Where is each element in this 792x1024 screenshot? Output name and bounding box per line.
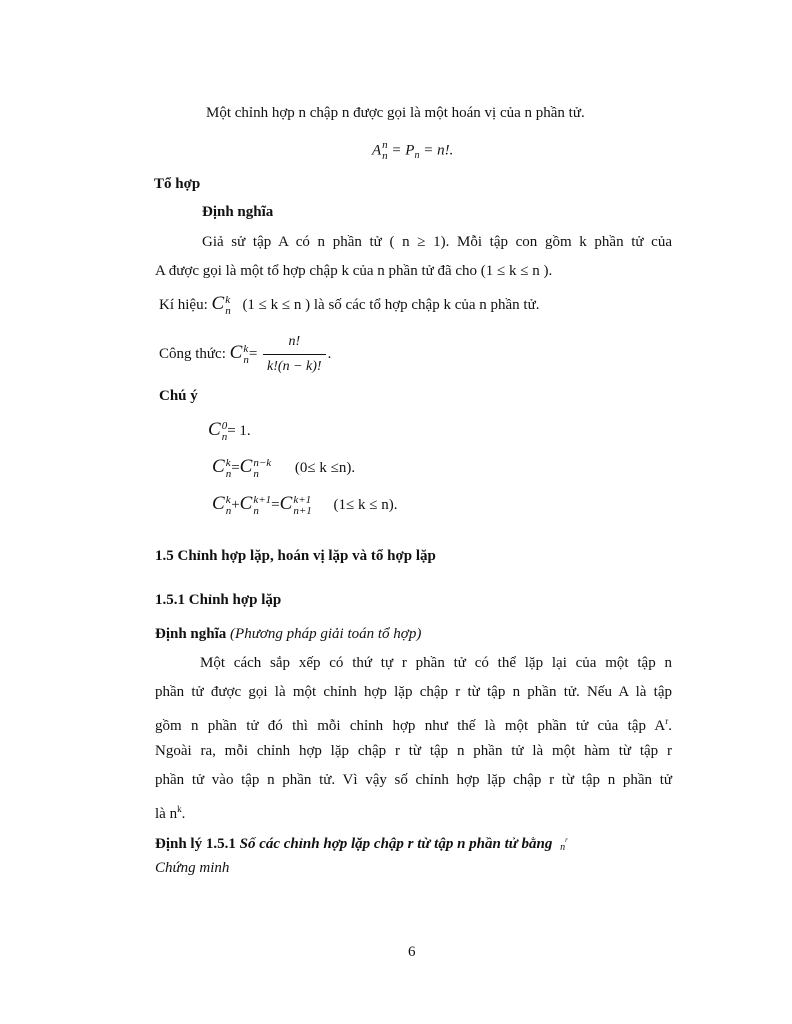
paragraph-line-6: là $n^k$. xyxy=(155,804,186,822)
note-formula-3: C k n +C k+1 n =C k+1 n+1 (1≤ k ≤ n). xyxy=(212,493,398,517)
paragraph-line-3: gồm n phần tử đó thì mỗi chỉnh hợp như thế là một phần tử của tập $A^r$. xyxy=(155,716,672,734)
formula-permutation: A n n = $P_n = n$!. xyxy=(372,139,454,162)
paragraph-line-1: Một cách sắp xếp có thứ tự r phần tử có thể lặp lại của một tập n xyxy=(200,655,672,671)
heading-dinh-nghia: Định nghĩa xyxy=(202,204,274,220)
fraction: $\frac{n!}{k!(n - k)!}$ xyxy=(263,332,326,377)
paragraph-line-5: phần tử vào tập n phần tử. Vì vậy số chỉnh hợp lặp chập r từ tập n phần tử xyxy=(155,772,672,788)
paragraph-tohop-2: A được gọi là một tổ hợp chập k của n phần tử đã cho (1 ≤ k ≤ n ). xyxy=(155,263,553,279)
paragraph-line-4: Ngoài ra, mỗi chỉnh hợp lặp chập r từ tập n phần tử là một hàm từ tập r xyxy=(155,743,672,759)
page-number: 6 xyxy=(408,944,416,960)
heading-to-hop: Tổ hợp xyxy=(154,176,201,192)
text-line-permutation: Một chỉnh hợp n chập n được gọi là một hoán vị của n phần tử. xyxy=(206,105,585,121)
note-formula-2: C k n =C n−k n (0≤ k ≤n). xyxy=(212,456,356,480)
paragraph-tohop-1: Giả sử tập A có n phần tử ( n ≥ 1). Mỗi tập con gồm k phần tử của xyxy=(202,234,672,250)
section-heading-1-5-1: 1.5.1 Chỉnh hợp lặp xyxy=(155,592,282,608)
note-formula-1: C 0 n = 1. xyxy=(208,419,251,443)
notation-line: Kí hiệu: C k n (1 ≤ k ≤ n ) là số các tổ hợp chập k của n phần tử. xyxy=(159,293,540,317)
theorem-line: Định lý 1.5.1 Số các chỉnh hợp lặp chập r từ tập n phần tử bằng $n^r$ xyxy=(155,836,568,853)
paragraph-line-2: phần tử được gọi là một chỉnh hợp lặp chập r từ tập n phần tử. Nếu A là tập xyxy=(155,684,672,700)
heading-chu-y: Chú ý xyxy=(159,388,198,404)
proof-label: Chứng minh xyxy=(155,860,230,876)
section-heading-1-5: 1.5 Chỉnh hợp lặp, hoán vị lặp và tổ hợp lặp xyxy=(155,548,436,564)
definition-heading: Định nghĩa (Phương pháp giải toán tổ hợp) xyxy=(155,626,422,642)
formula-combination: Công thức: C k n = $\frac{n!}{k!(n - k)!}$ . xyxy=(159,332,331,377)
